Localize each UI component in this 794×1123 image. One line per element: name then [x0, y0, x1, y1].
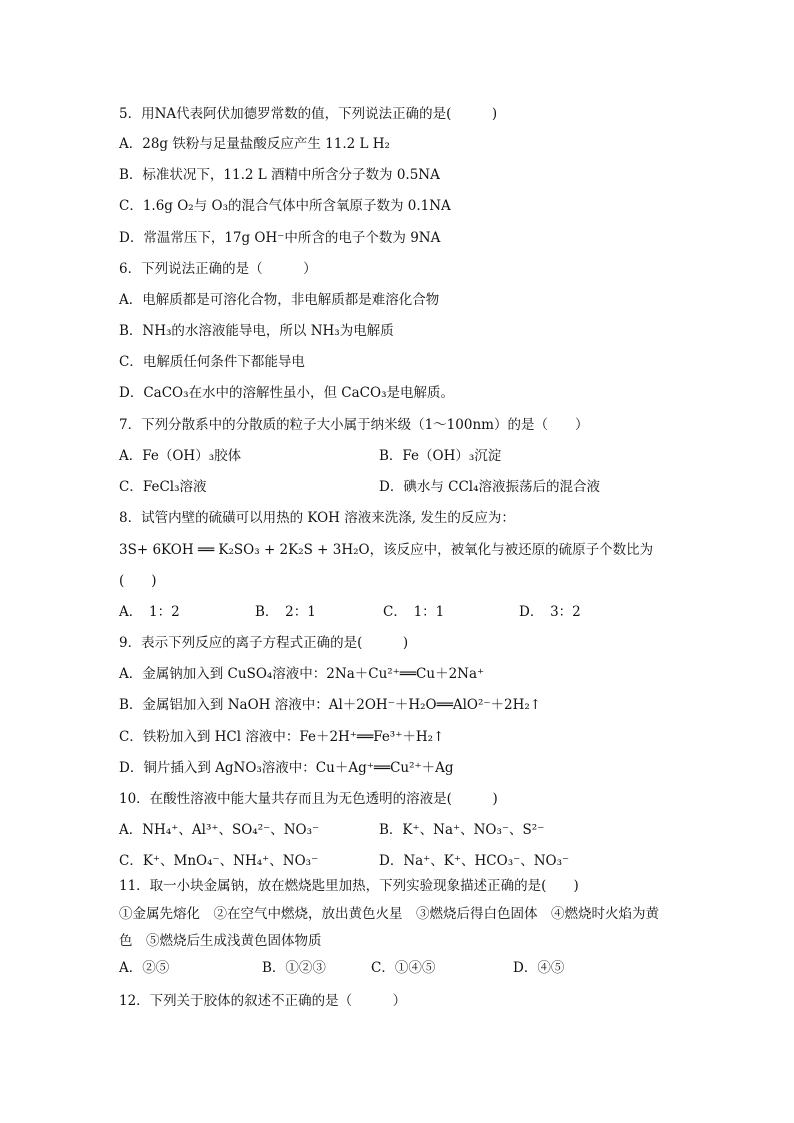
q8-option-d: D． 3：2 — [519, 604, 581, 620]
q10-option-a: A．NH₄⁺、Al³⁺、SO₄²⁻、NO₃⁻ — [119, 822, 320, 838]
q10-option-d: D．Na⁺、K⁺、HCO₃⁻、NO₃⁻ — [379, 853, 570, 869]
q6-option-c: C．电解质任何条件下都能导电 — [119, 354, 305, 370]
q5-option-b: B．标准状况下，11.2 L 酒精中所含分子数为 0.5NA — [119, 167, 440, 183]
q6-option-d: D．CaCO₃在水中的溶解性虽小，但 CaCO₃是电解质。 — [119, 385, 454, 401]
q8-stem-line2: 3S+ 6KOH ══ K₂SO₃ + 2K₂S + 3H₂O，该反应中，被氧化与被还原的硫原子个数比为 — [119, 542, 654, 558]
q9-option-c: C．铁粉加入到 HCl 溶液中：Fe＋2H⁺══Fe³⁺＋H₂↑ — [119, 729, 445, 745]
q8-answer-blank: ( ) — [119, 573, 157, 589]
q5-option-a: A．28g 铁粉与足量盐酸反应产生 11.2 L H₂ — [119, 136, 390, 152]
q7-option-b: B．Fe（OH）₃沉淀 — [379, 448, 502, 464]
q11-option-b: B．①②③ — [262, 960, 326, 976]
q10-option-c: C．K⁺、MnO₄⁻、NH₄⁺、NO₃⁻ — [119, 853, 319, 869]
q10-stem: 10．在酸性溶液中能大量共存而且为无色透明的溶液是( ) — [119, 791, 498, 807]
q12-stem: 12．下列关于胶体的叙述不正确的是（ ） — [119, 993, 407, 1009]
q11-statements-line1: ①金属先熔化 ②在空气中燃烧，放出黄色火星 ③燃烧后得白色固体 ④燃烧时火焰为黄 — [119, 906, 659, 922]
q8-stem-line1: 8．试管内壁的硫磺可以用热的 KOH 溶液来洗涤, 发生的反应为： — [119, 510, 515, 526]
q7-option-d: D．碘水与 CCl₄溶液振荡后的混合液 — [379, 479, 601, 495]
q8-option-a: A． 1：2 — [119, 604, 180, 620]
q11-option-c: C．①④⑤ — [371, 960, 436, 976]
q5-option-c: C．1.6g O₂与 O₃的混合气体中所含氧原子数为 0.1NA — [119, 198, 451, 214]
q6-stem: 6．下列说法正确的是（ ） — [119, 261, 317, 277]
q8-option-b: B． 2：1 — [255, 604, 316, 620]
q6-option-a: A．电解质都是可溶化合物，非电解质都是难溶化合物 — [119, 292, 440, 308]
q6-option-b: B．NH₃的水溶液能导电，所以 NH₃为电解质 — [119, 323, 394, 339]
q9-option-b: B．金属铝加入到 NaOH 溶液中：Al＋2OH⁻＋H₂O══AlO²⁻＋2H₂↑ — [119, 697, 542, 713]
q11-option-a: A．②⑤ — [119, 960, 170, 976]
q9-stem: 9．表示下列反应的离子方程式正确的是( ) — [119, 635, 409, 651]
q7-option-c: C．FeCl₃溶液 — [119, 479, 207, 495]
q7-option-a: A．Fe（OH）₃胶体 — [119, 448, 242, 464]
q8-option-c: C． 1：1 — [383, 604, 445, 620]
q11-statements-line2: 色 ⑤燃烧后生成浅黄色固体物质 — [119, 933, 322, 949]
q11-stem: 11．取一小块金属钠，放在燃烧匙里加热，下列实验现象描述正确的是( ) — [119, 878, 579, 894]
q9-option-a: A．金属钠加入到 CuSO₄溶液中：2Na＋Cu²⁺══Cu＋2Na⁺ — [119, 666, 485, 682]
q10-option-b: B．K⁺、Na⁺、NO₃⁻、S²⁻ — [379, 822, 545, 838]
q7-stem: 7．下列分散系中的分散质的粒子大小属于纳米级（1～100nm）的是（ ） — [119, 417, 589, 433]
q5-stem: 5．用NA代表阿伏加德罗常数的值，下列说法正确的是( ) — [119, 106, 498, 122]
q9-option-d: D．铜片插入到 AgNO₃溶液中：Cu＋Ag⁺══Cu²⁺＋Ag — [119, 760, 454, 776]
q11-option-d: D．④⑤ — [513, 960, 565, 976]
q5-option-d: D．常温常压下，17g OH⁻中所含的电子个数为 9NA — [119, 230, 441, 246]
